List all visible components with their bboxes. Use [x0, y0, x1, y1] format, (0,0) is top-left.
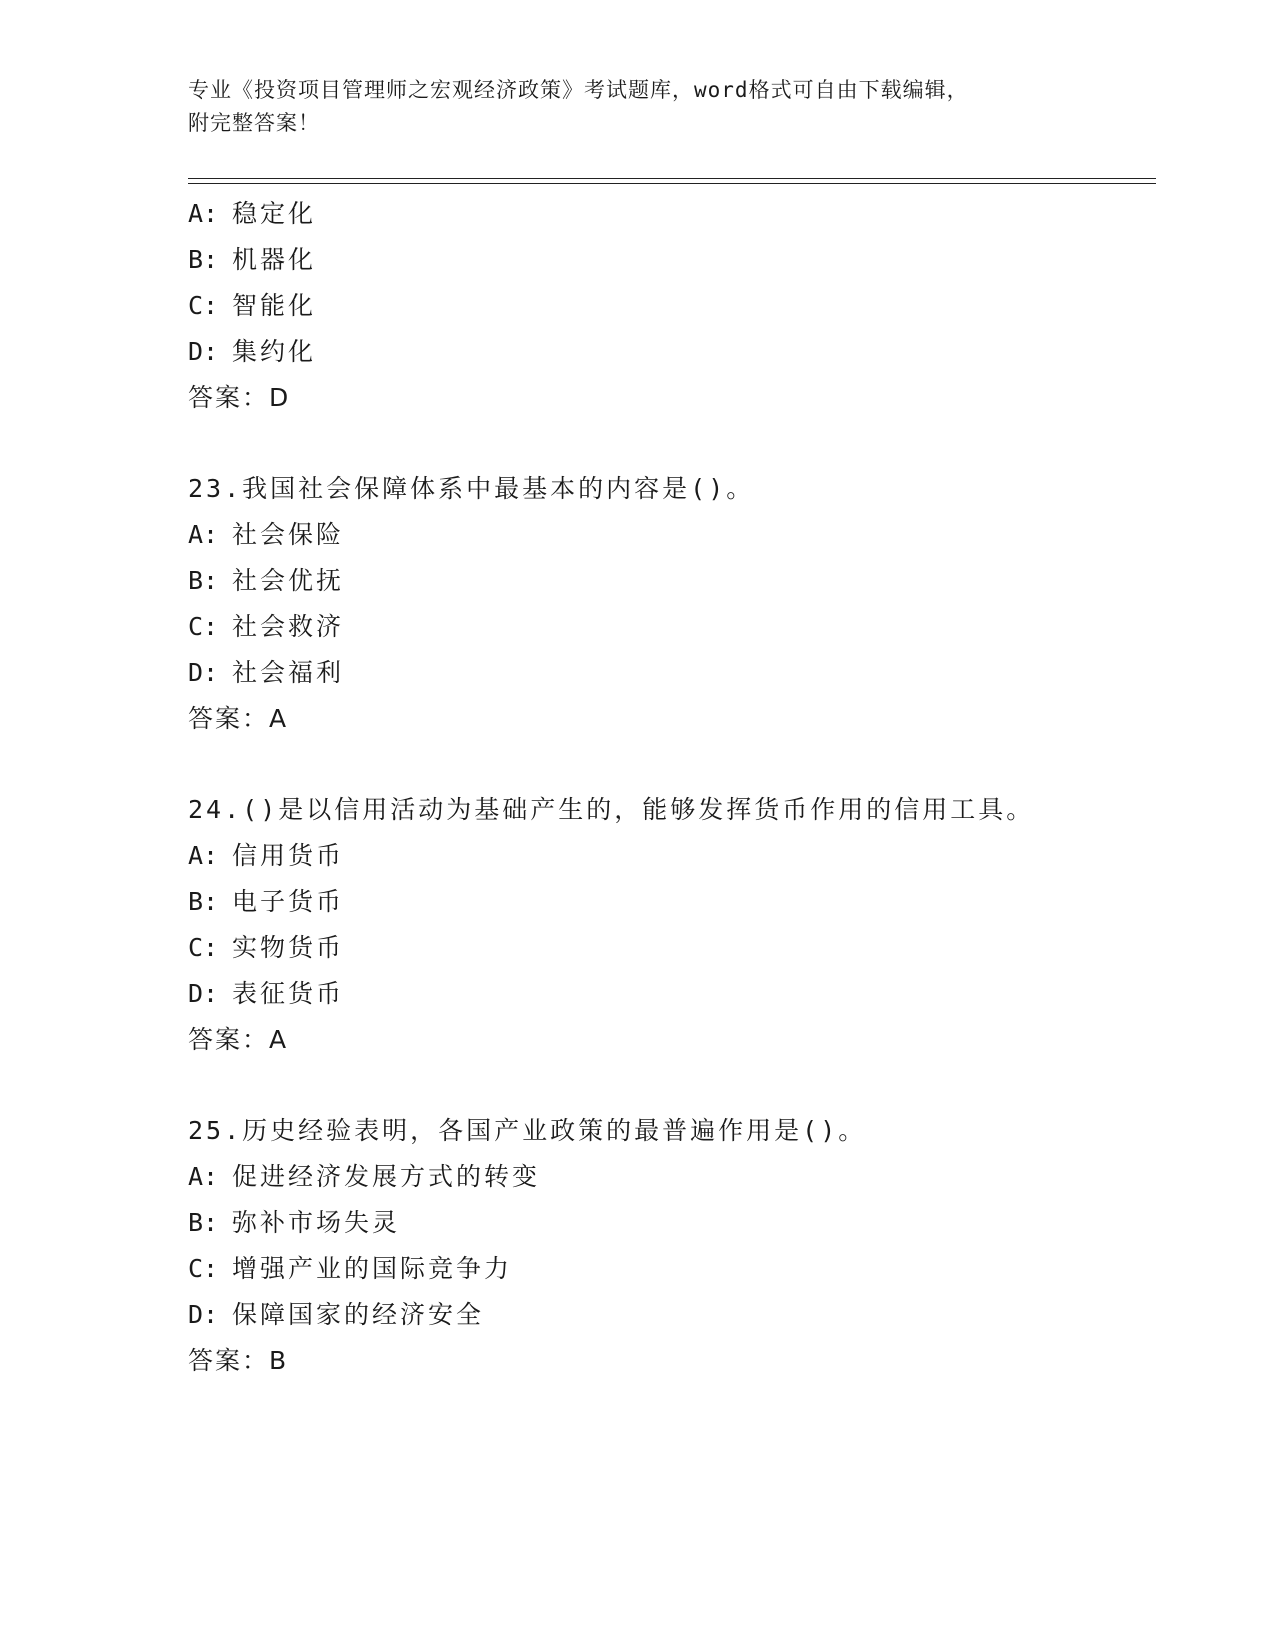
option-text: 表征货币: [232, 979, 345, 1008]
option-text: 实物货币: [232, 933, 345, 962]
option-key: C:: [188, 291, 219, 320]
option-key: A:: [188, 841, 219, 870]
option-a: [188, 512, 1148, 558]
option-key: D:: [188, 658, 219, 687]
option-b: [188, 1200, 1148, 1246]
option-key: C:: [188, 933, 219, 962]
question-stem: 25.历史经验表明，各国产业政策的最普遍作用是()。: [188, 1116, 867, 1145]
header-line-2: 附完整答案！: [188, 111, 320, 135]
option-text: 社会优抚: [232, 566, 345, 595]
question-block-25: [188, 1108, 1148, 1384]
option-text: 社会救济: [232, 612, 345, 641]
question-stem: 23.我国社会保障体系中最基本的内容是()。: [188, 474, 755, 503]
document-header: [188, 74, 1088, 140]
option-key: D:: [188, 1300, 219, 1329]
header-divider-bottom: [188, 183, 1156, 184]
option-key: C:: [188, 1254, 219, 1283]
question-spacer: [188, 742, 1148, 787]
answer-line: 答案：B: [188, 1346, 289, 1375]
question-block-24: [188, 787, 1148, 1063]
option-b: [188, 879, 1148, 925]
option-text: 社会福利: [232, 658, 345, 687]
option-d: [188, 329, 1148, 375]
option-text: 保障国家的经济安全: [232, 1300, 485, 1329]
option-a: [188, 833, 1148, 879]
question-stem: 24.()是以信用活动为基础产生的，能够发挥货币作用的信用工具。: [188, 795, 1035, 824]
answer-line: 答案：A: [188, 1025, 289, 1054]
option-key: B:: [188, 245, 219, 274]
option-text: 电子货币: [232, 887, 345, 916]
header-divider-top: [188, 178, 1156, 179]
option-key: A:: [188, 1162, 219, 1191]
option-key: D:: [188, 979, 219, 1008]
option-key: B:: [188, 566, 219, 595]
question-spacer: [188, 1063, 1148, 1108]
option-text: 机器化: [232, 245, 317, 274]
option-text: 弥补市场失灵: [232, 1208, 401, 1237]
answer-line: 答案：A: [188, 704, 289, 733]
option-d: [188, 971, 1148, 1017]
option-c: [188, 925, 1148, 971]
question-block-22: [188, 191, 1148, 421]
option-c: [188, 1246, 1148, 1292]
option-d: [188, 650, 1148, 696]
option-d: [188, 1292, 1148, 1338]
option-text: 社会保险: [232, 520, 345, 549]
option-key: B:: [188, 1208, 219, 1237]
option-text: 促进经济发展方式的转变: [232, 1162, 541, 1191]
option-text: 稳定化: [232, 199, 317, 228]
option-key: A:: [188, 199, 219, 228]
answer-line: 答案：D: [188, 383, 291, 412]
header-line-1: 专业《投资项目管理师之宏观经济政策》考试题库，word格式可自由下载编辑，: [188, 78, 969, 102]
option-text: 智能化: [232, 291, 317, 320]
question-spacer: [188, 421, 1148, 466]
option-b: [188, 237, 1148, 283]
option-a: [188, 191, 1148, 237]
option-key: A:: [188, 520, 219, 549]
option-key: C:: [188, 612, 219, 641]
option-text: 集约化: [232, 337, 317, 366]
question-block-23: [188, 466, 1148, 742]
option-c: [188, 283, 1148, 329]
question-list: [188, 191, 1148, 1384]
option-a: [188, 1154, 1148, 1200]
option-b: [188, 558, 1148, 604]
option-text: 增强产业的国际竞争力: [232, 1254, 513, 1283]
option-key: B:: [188, 887, 219, 916]
option-c: [188, 604, 1148, 650]
option-text: 信用货币: [232, 841, 345, 870]
option-key: D:: [188, 337, 219, 366]
